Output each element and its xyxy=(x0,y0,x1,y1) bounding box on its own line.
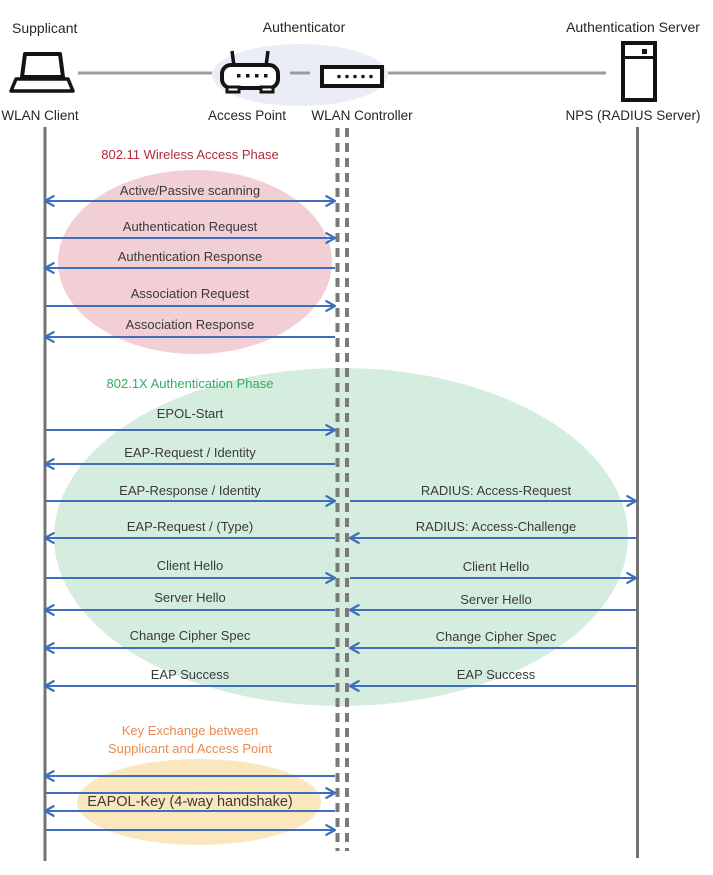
message-label-client-hello-right: Client Hello xyxy=(462,559,530,574)
message-label-server-hello-left: Server Hello xyxy=(154,590,226,605)
message-label-eap-response-identity: EAP-Response / Identity xyxy=(119,483,261,498)
device-name-wlan-controller: WLAN Controller xyxy=(311,108,413,123)
device-name-access-point: Access Point xyxy=(207,108,287,123)
actor-role-authenticator: Authenticator xyxy=(262,19,346,35)
message-label-eap-request-type: EAP-Request / (Type) xyxy=(126,519,254,534)
switch-icon xyxy=(322,67,382,86)
message-label-authentication-response: Authentication Response xyxy=(117,249,263,264)
message-label-authentication-request: Authentication Request xyxy=(122,219,258,234)
message-label-active-passive-scanning: Active/Passive scanning xyxy=(119,183,261,198)
message-label-server-hello-right: Server Hello xyxy=(460,592,532,607)
laptop-icon xyxy=(11,54,73,91)
message-label-eapol-key-handshake: EAPOL-Key (4-way handshake) xyxy=(87,794,293,810)
message-label-eap-success-left: EAP Success xyxy=(150,667,230,682)
message-label-eap-request-identity: EAP-Request / Identity xyxy=(124,445,256,460)
message-label-radius-access-request: RADIUS: Access-Request xyxy=(420,483,572,498)
device-name-wlan-client: WLAN Client xyxy=(1,108,79,123)
server-icon xyxy=(623,43,655,100)
message-label-association-response: Association Response xyxy=(125,317,255,332)
message-label-eap-success-right: EAP Success xyxy=(456,667,536,682)
phase2-title: 802.1X Authentication Phase xyxy=(106,376,274,391)
message-label-client-hello-left: Client Hello xyxy=(156,558,224,573)
actor-role-authentication-server: Authentication Server xyxy=(566,19,700,35)
message-label-radius-access-challenge: RADIUS: Access-Challenge xyxy=(415,519,577,534)
device-name-nps-radius-server: NPS (RADIUS Server) xyxy=(565,108,701,123)
phase1-title: 802.11 Wireless Access Phase xyxy=(101,147,279,162)
actor-role-supplicant: Supplicant xyxy=(12,20,78,36)
phase3-title-line1: Key Exchange between xyxy=(121,723,259,738)
message-label-change-cipher-spec-right: Change Cipher Spec xyxy=(435,629,557,644)
phase3-title-line2: Supplicant and Access Point xyxy=(107,741,273,756)
message-label-association-request: Association Request xyxy=(130,286,250,301)
message-label-epol-start: EPOL-Start xyxy=(156,406,224,421)
message-label-change-cipher-spec-left: Change Cipher Spec xyxy=(129,628,251,643)
